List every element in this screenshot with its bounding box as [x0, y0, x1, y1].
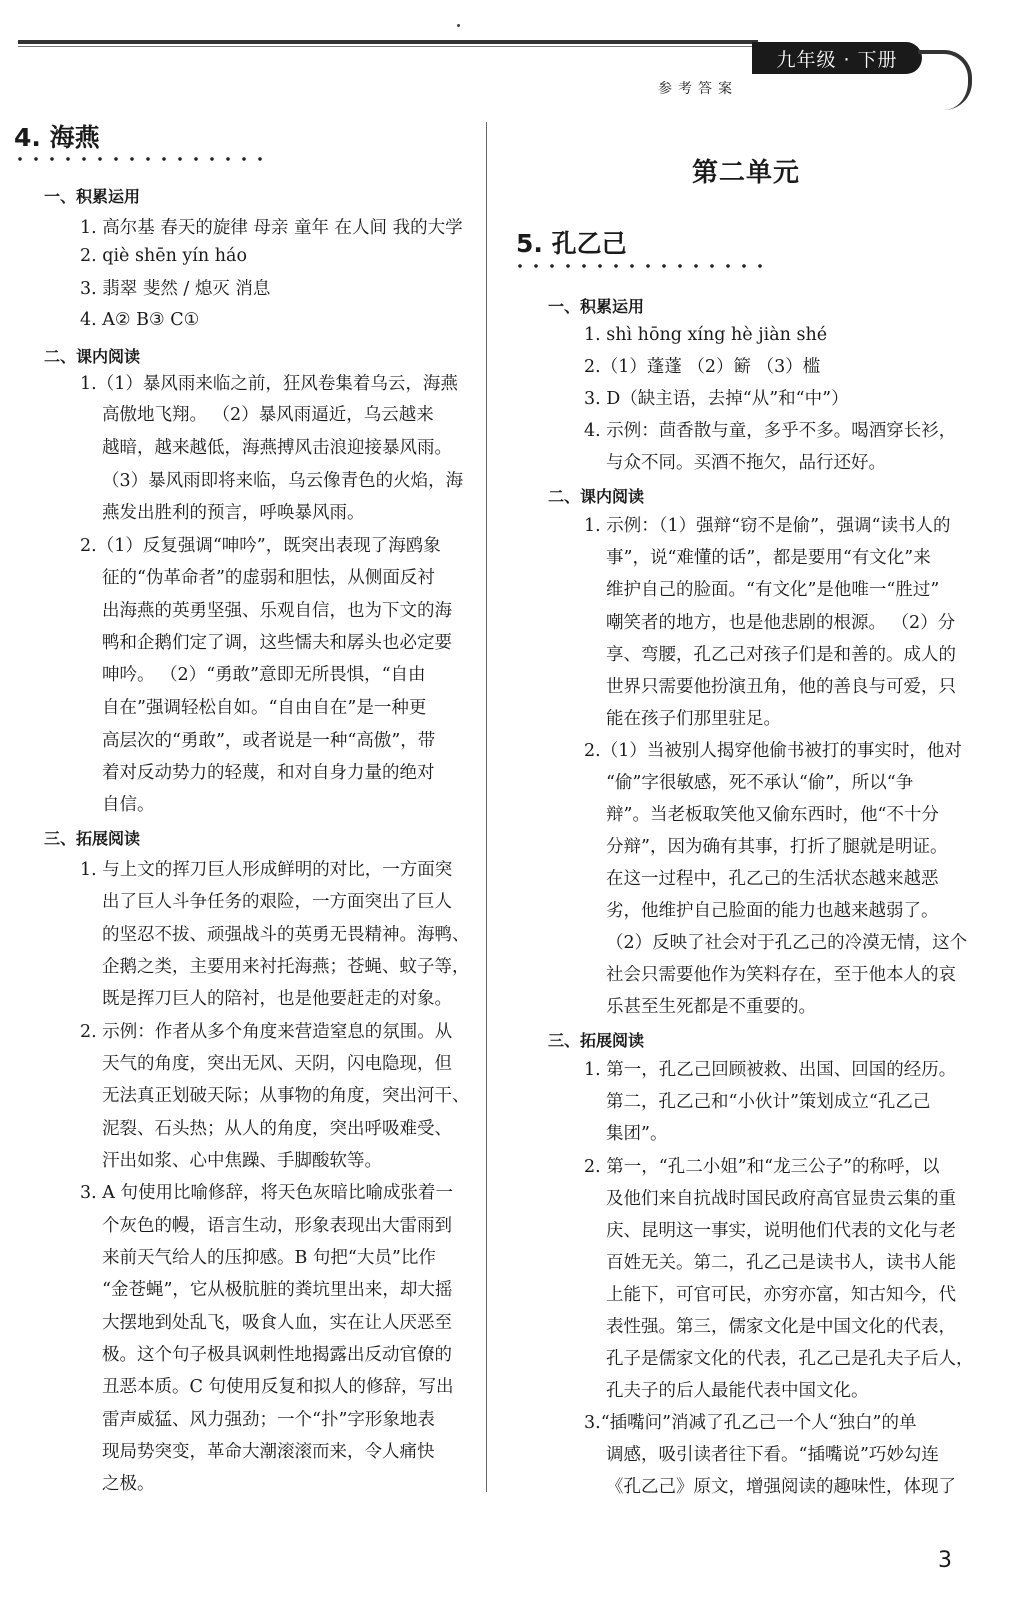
- answer-line: “金苍蝇”，它从极肮脏的粪坑里出来，却大摇: [102, 1280, 453, 1300]
- answer-line: 2.（1）当被别人揭穿他偷书被打的事实时，他对: [584, 741, 962, 761]
- answer-line: 1. 高尔基 春天的旋律 母亲 童年 在人间 我的大学: [80, 218, 463, 238]
- answer-line: “偷”字很敏感，死不承认“偷”，所以“争: [606, 773, 914, 793]
- answer-line: 2.（1）反复强调“呻吟”，既突出表现了海鸥象: [80, 536, 441, 556]
- section-heading: 三、拓展阅读: [44, 829, 141, 848]
- answer-line: 1. 与上文的挥刀巨人形成鲜明的对比，一方面突: [80, 860, 453, 880]
- answer-line: 现局势突变，革命大潮滚滚而来，令人痛快: [102, 1442, 435, 1462]
- grade-tab: 九年级 · 下册: [752, 42, 922, 74]
- answer-line: （3）暴风雨即将来临，乌云像青色的火焰，海: [102, 471, 464, 491]
- answer-line: 着对反动势力的轻蔑，和对自身力量的绝对: [102, 763, 435, 783]
- tab-curve: [918, 50, 972, 110]
- answer-line: 能在孩子们那里驻足。: [606, 709, 781, 729]
- answer-line: 在这一过程中，孔乙己的生活状态越来越恶: [606, 869, 939, 889]
- answer-line: 第二，孔乙己和“小伙计”策划成立“孔乙己: [606, 1092, 931, 1112]
- answer-line: 2.（1）蓬蓬 （2）簖 （3）槛: [584, 357, 821, 377]
- section-heading: 一、积累运用: [44, 187, 141, 206]
- answer-line: 辩”。当老板取笑他又偷东西时，他“不十分: [606, 805, 939, 825]
- answer-line: 世界只需要他扮演丑角，他的善良与可爱，只: [606, 677, 956, 697]
- answers-label: 参考答案: [658, 81, 738, 97]
- answer-line: 出了巨人斗争任务的艰险，一方面突出了巨人: [102, 892, 452, 912]
- header-rule: [18, 40, 758, 44]
- answer-line: 之极。: [102, 1474, 155, 1494]
- answer-line: 4. 示例：茴香散与童，多乎不多。喝酒穿长衫，: [584, 421, 957, 441]
- answer-line: 劣，他维护自己脸面的能力也越来越弱了。: [606, 901, 939, 921]
- answer-line: 乐甚至生死都是不重要的。: [606, 997, 816, 1017]
- answer-line: 3. D（缺主语，去掉“从”和“中”）: [584, 389, 849, 409]
- answer-line: 维护自己的脸面。“有文化”是他唯一“胜过”: [606, 580, 940, 600]
- answer-line: 孔夫子的后人最能代表中国文化。: [606, 1381, 869, 1401]
- answer-line: 鸭和企鹅们定了调，这些懦夫和孱头也必定要: [102, 633, 452, 653]
- answer-line: 越暗，越来越低，海燕搏风击浪迎接暴风雨。: [102, 438, 452, 458]
- answer-line: 既是挥刀巨人的陪衬，也是他要赶走的对象。: [102, 989, 452, 1009]
- dotted-rule-left: [12, 157, 264, 161]
- answer-line: 出海燕的英勇坚强、乐观自信，也为下文的海: [102, 601, 452, 621]
- answer-line: 征的“伪革命者”的虚弱和胆怯，从侧面反衬: [102, 568, 435, 588]
- section-heading: 三、拓展阅读: [548, 1031, 645, 1050]
- dotted-rule-right: [512, 264, 764, 268]
- answer-line: 1. 第一，孔乙己回顾被救、出国、回国的经历。: [584, 1060, 957, 1080]
- answer-line: 高层次的“勇敢”，或者说是一种“高傲”，带: [102, 731, 436, 751]
- answer-line: 表性强。第三，儒家文化是中国文化的代表，: [606, 1317, 956, 1337]
- header-rule-thin: [18, 46, 758, 47]
- answer-line: 孔子是儒家文化的代表，孔乙己是孔夫子后人，: [606, 1349, 974, 1369]
- answer-line: （2）反映了社会对于孔乙己的冷漠无情，这个: [606, 933, 968, 953]
- page-number: 3: [938, 1548, 952, 1573]
- answer-line: 丑恶本质。C 句使用反复和拟人的修辞，写出: [102, 1377, 454, 1397]
- lesson-title-right: 5. 孔乙己: [516, 229, 627, 258]
- section-heading: 二、课内阅读: [548, 487, 645, 506]
- answer-line: 与众不同。买酒不拖欠，品行还好。: [606, 453, 886, 473]
- answer-line: 嘲笑者的地方，也是他悲剧的根源。 （2）分: [606, 613, 956, 633]
- answer-line: 3. 翡翠 斐然 / 熄灭 消息: [80, 279, 271, 299]
- answer-line: 泥裂、石头热；从人的角度，突出呼吸难受、: [102, 1119, 452, 1139]
- answer-line: 2. qiè shēn yín háo: [80, 246, 247, 266]
- answer-line: 自信。: [102, 795, 155, 815]
- answer-line: 无法真正划破天际；从事物的角度，突出河干、: [102, 1086, 470, 1106]
- section-heading: 二、课内阅读: [44, 347, 141, 366]
- answer-line: 《孔乙己》原文，增强阅读的趣味性，体现了: [606, 1477, 956, 1497]
- answer-line: 1. shì hōng xíng hè jiàn shé: [584, 325, 828, 345]
- answer-line: 享、弯腰，孔乙己对孩子们是和善的。成人的: [606, 645, 956, 665]
- answer-line: 集团”。: [606, 1124, 668, 1144]
- answer-line: 1. 示例：（1）强辩“窃不是偷”，强调“读书人的: [584, 516, 951, 536]
- answer-line: 及他们来自抗战时国民政府高官显贵云集的重: [606, 1189, 956, 1209]
- answer-line: 呻吟。 （2）“勇敢”意即无所畏惧，“自由: [102, 665, 426, 685]
- answer-line: 4. A② B③ C①: [80, 310, 200, 330]
- answer-line: 大摆地到处乱飞，吸食人血，实在让人厌恶至: [102, 1313, 452, 1333]
- answer-line: 事”，说“难懂的话”，都是要用“有文化”来: [606, 548, 931, 568]
- answer-line: 来前天气给人的压抑感。B 句把“大员”比作: [102, 1248, 436, 1268]
- answer-line: 3. A 句使用比喻修辞，将天色灰暗比喻成张着一: [80, 1183, 453, 1203]
- answer-line: 汗出如浆、心中焦躁、手脚酸软等。: [102, 1151, 382, 1171]
- answer-line: 的坚忍不拔、顽强战斗的英勇无畏精神。海鸭、: [102, 925, 470, 945]
- unit-title: 第二单元: [692, 158, 801, 188]
- answer-line: 个灰色的幔，语言生动，形象表现出大雷雨到: [102, 1216, 452, 1236]
- column-divider: [486, 122, 487, 1492]
- lesson-title-left: 4. 海燕: [14, 123, 100, 152]
- answer-line: 自在”强调轻松自如。“自由自在”是一种更: [102, 698, 427, 718]
- answer-line: 上能下，可官可民，亦穷亦富，知古知今，代: [606, 1285, 956, 1305]
- answer-line: 雷声威猛、风力强劲；一个“扑”字形象地表: [102, 1410, 435, 1430]
- answer-line: 百姓无关。第二，孔乙己是读书人，读书人能: [606, 1253, 956, 1273]
- answer-line: 天气的角度，突出无风、天阴，闪电隐现，但: [102, 1054, 452, 1074]
- answer-line: 企鹅之类，主要用来衬托海燕；苍蝇、蚊子等，: [102, 957, 470, 977]
- page-dot: [457, 24, 460, 27]
- answer-line: 3.“插嘴问”消减了孔乙己一个人“独白”的单: [584, 1413, 917, 1433]
- answer-line: 庆、昆明这一事实，说明他们代表的文化与老: [606, 1221, 956, 1241]
- answer-line: 社会只需要他作为笑料存在，至于他本人的哀: [606, 965, 956, 985]
- answer-line: 2. 第一，“孔二小姐”和“龙三公子”的称呼，以: [584, 1157, 940, 1177]
- answer-line: 2. 示例：作者从多个角度来营造窒息的氛围。从: [80, 1022, 453, 1042]
- answer-line: 1.（1）暴风雨来临之前，狂风卷集着乌云，海燕: [80, 374, 458, 394]
- answer-line: 极。这个句子极具讽刺性地揭露出反动官僚的: [102, 1345, 452, 1365]
- answer-line: 调感，吸引读者往下看。“插嘴说”巧妙勾连: [606, 1445, 939, 1465]
- answer-line: 高傲地飞翔。 （2）暴风雨逼近，乌云越来: [102, 405, 434, 425]
- answer-line: 燕发出胜利的预言，呼唤暴风雨。: [102, 503, 365, 523]
- answer-line: 分辩”，因为确有其事，打折了腿就是明证。: [606, 837, 948, 857]
- section-heading: 一、积累运用: [548, 297, 645, 316]
